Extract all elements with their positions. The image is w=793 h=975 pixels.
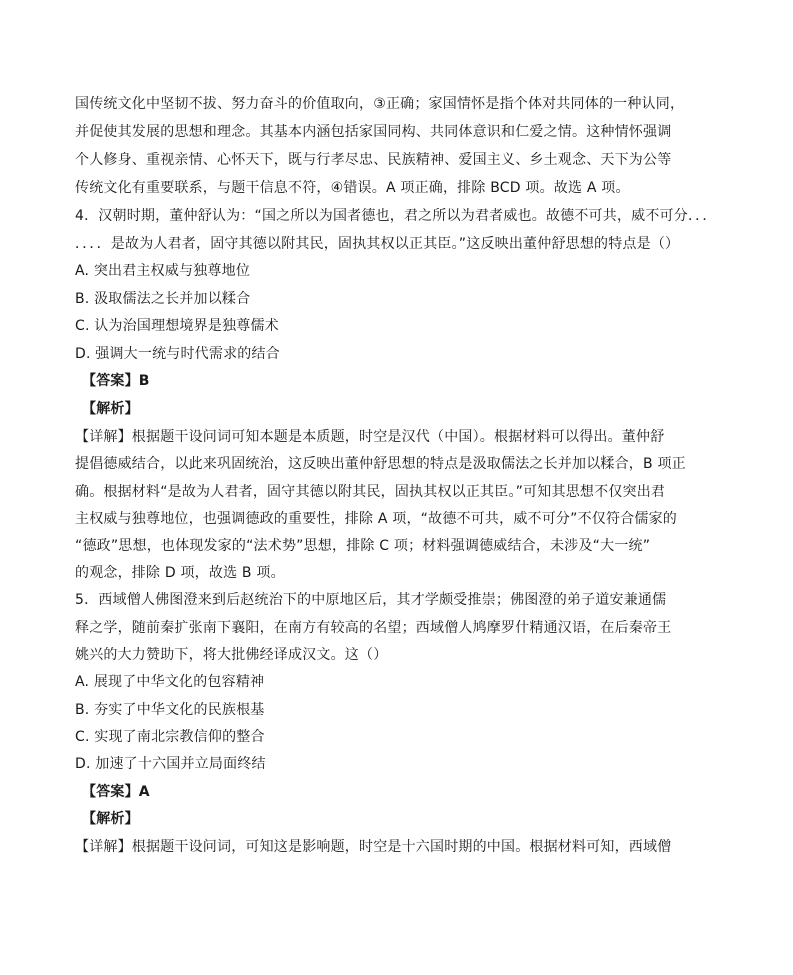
option-a: A. 突出君主权威与独尊地位	[75, 263, 251, 279]
option-b: B. 夯实了中华文化的民族根基	[75, 702, 265, 718]
answer-label: 【答案】B	[82, 373, 150, 389]
answer-label: 【答案】A	[82, 784, 150, 800]
option-b: B. 汲取儒法之长并加以糅合	[75, 291, 251, 307]
option-a: A. 展现了中华文化的包容精神	[75, 674, 265, 690]
option-d: D. 加速了十六国并立局面终结	[75, 756, 266, 772]
paragraph-line: 国传统文化中坚韧不拔、努力奋斗的价值取向，③正确；家国情怀是指个体对共同体的一种认同，	[75, 96, 685, 112]
detail-line: “德政”思想，也体现发家的“法术势”思想，排除 C 项；材料强调德威结合，未涉及“大一统”	[75, 538, 651, 554]
analysis-label: 【解析】	[82, 811, 139, 827]
detail-line: 的观念，排除 D 项，故选 B 项。	[75, 565, 285, 581]
detail-line: 提倡德威结合，以此来巩固统治，这反映出董仲舒思想的特点是汲取儒法之长并加以糅合，B 项正	[75, 456, 686, 472]
paragraph-line: 个人修身、重视亲情、心怀天下，既与行孝尽忠、民族精神、爱国主义、乡土观念、天下为公等	[75, 152, 672, 168]
question-5-stem: 5．西域僧人佛图澄来到后赵统治下的中原地区后，其才学颇受推崇；佛图澄的弟子道安兼通儒	[75, 592, 667, 608]
option-c: C. 实现了南北宗教信仰的整合	[75, 729, 265, 745]
question-4-stem: ．．．．是故为人君者，固守其德以附其民，固执其权以正其臣。”这反映出董仲舒思想的特点是（）	[75, 236, 680, 252]
analysis-label: 【解析】	[82, 401, 139, 417]
detail-line: 【详解】根据题干设问词，可知这是影响题，时空是十六国时期的中国。根据材料可知，西域僧	[75, 839, 672, 855]
question-5-stem: 姚兴的大力赞助下，将大批佛经译成汉文。这（）	[75, 647, 388, 663]
detail-line: 确。根据材料“是故为人君者，固守其德以附其民，固执其权以正其臣。”可知其思想不仅突出君	[75, 484, 666, 500]
option-c: C. 认为治国理想境界是独尊儒术	[75, 318, 279, 334]
option-d: D. 强调大一统与时代需求的结合	[75, 346, 280, 362]
question-5-stem: 释之学，随前秦扩张南下襄阳，在南方有较高的名望；西域僧人鸠摩罗什精通汉语，在后秦帝王	[75, 620, 672, 636]
question-4-stem: 4．汉朝时期，董仲舒认为：“国之所以为国者德也，君之所以为君者威也。故德不可共，威不可分．．．	[75, 208, 717, 224]
detail-line: 主权威与独尊地位，也强调德政的重要性，排除 A 项，“故德不可共，威不可分”不仅符合儒家的	[75, 511, 677, 527]
paragraph-line: 并促使其发展的思想和理念。其基本内涵包括家国同构、共同体意识和仁爱之情。这种情怀强调	[75, 124, 672, 140]
paragraph-line: 传统文化有重要联系，与题干信息不符，④错误。A 项正确，排除 BCD 项。故选 A 项。	[75, 180, 630, 196]
detail-line: 【详解】根据题干设问词可知本题是本质题，时空是汉代（中国）。根据材料可以得出。董仲舒	[75, 429, 665, 445]
